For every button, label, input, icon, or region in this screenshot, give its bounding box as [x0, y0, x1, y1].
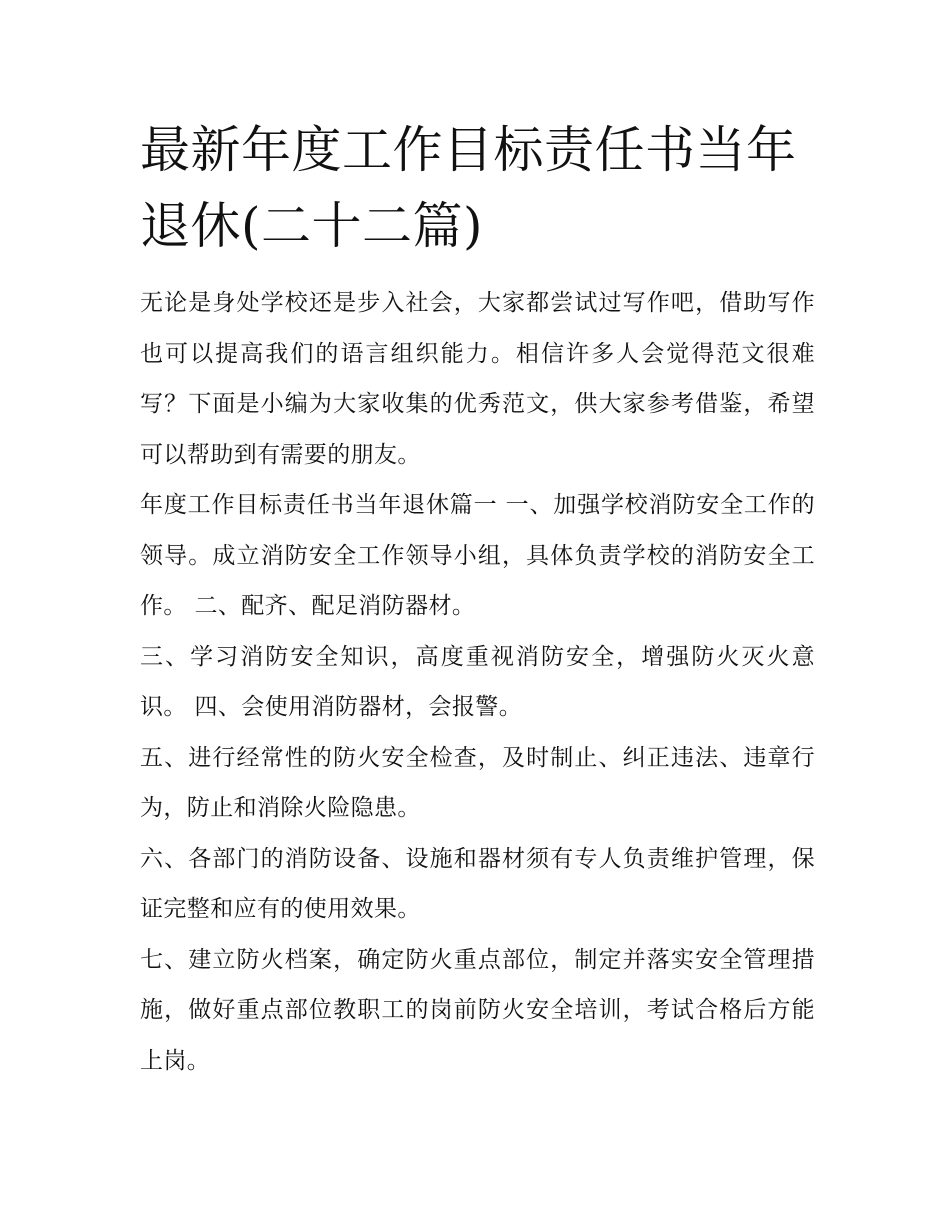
paragraph-section-1: 年度工作目标责任书当年退休篇一 一、加强学校消防安全工作的领导。成立消防安全工作领导小组，具体负责学校的消防安全工作。 二、配齐、配足消防器材。: [140, 492, 815, 619]
paragraph-section-3: 三、学习消防安全知识，高度重视消防安全，增强防火灭火意识。 四、会使用消防器材，会报警。: [140, 643, 815, 720]
paragraph-section-5: 五、进行经常性的防火安全检查，及时制止、纠正违法、违章行为，防止和消除火险隐患。: [140, 744, 815, 821]
paragraph-intro: 无论是身处学校还是步入社会，大家都尝试过写作吧，借助写作也可以提高我们的语言组织能力。相信许多人会觉得范文很难写？下面是小编为大家收集的优秀范文，供大家参考借鉴，希望可以帮助到有需要的朋友。: [140, 290, 815, 468]
paragraph-section-7: 七、建立防火档案，确定防火重点部位，制定并落实安全管理措施，做好重点部位教职工的岗前防火安全培训，考试合格后方能上岗。: [140, 946, 815, 1074]
document-title: 最新年度工作目标责任书当年退休(二十二篇): [140, 121, 797, 255]
paragraph-section-6: 六、各部门的消防设备、设施和器材须有专人负责维护管理，保证完整和应有的使用效果。: [140, 845, 815, 922]
document-body: [140, 278, 815, 1086]
